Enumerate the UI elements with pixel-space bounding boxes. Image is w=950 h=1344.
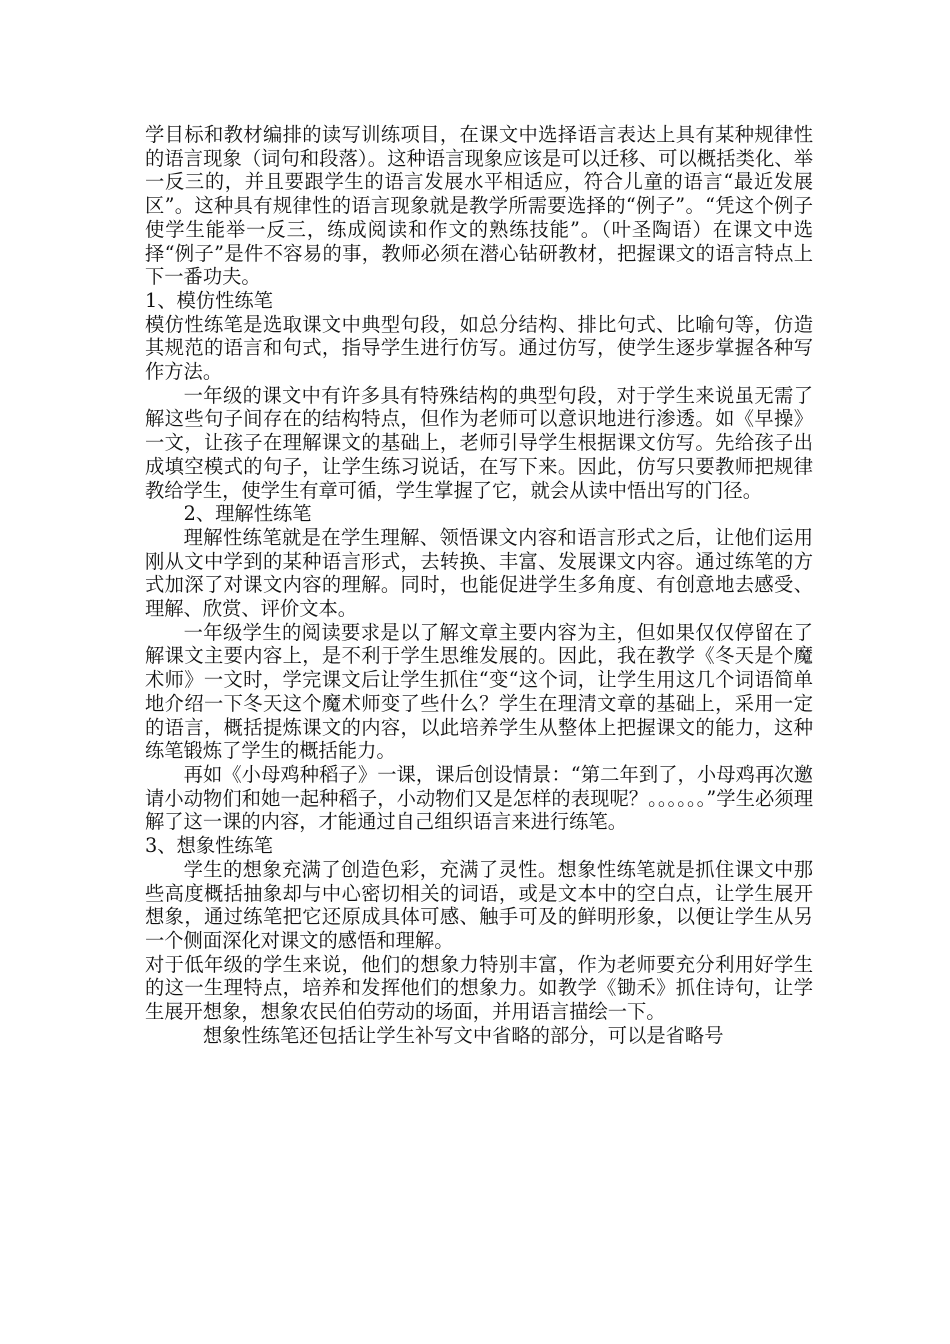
body-paragraph: 一年级的课文中有许多具有特殊结构的典型句段，对于学生来说虽无需了解这些句子间存在的结构特点，但作为老师可以意识地进行渗透。如《早操》一文，让孩子在理解课文的基础上，老师引导学生根据课文仿写。先给孩子出成填空模式的句子，让学生练习说话，在写下来。因此，仿写只要教师把规律教给学生，使学生有章可循，学生掌握了它，就会从读中悟出写的门径。 bbox=[145, 383, 813, 502]
section-heading-1: 1、模仿性练笔 bbox=[145, 288, 273, 312]
body-paragraph: 想象性练笔还包括让学生补写文中省略的部分，可以是省略号 bbox=[202, 1023, 724, 1047]
body-paragraph: 再如《小母鸡种稻子》一课，课后创设情景：“第二年到了，小母鸡再次邀请小动物们和她一起种稻子，小动物们又是怎样的表现呢？。。。。。。”学生必须理解了这一课的内容，才能通过自己组织语言来进行练笔。 bbox=[145, 762, 813, 834]
body-paragraph: 一年级学生的阅读要求是以了解文章主要内容为主，但如果仅仅停留在了解课文主要内容上，是不利于学生思维发展的。因此，我在教学《冬天是个魔术师》一文时，学完课文后让学生抓住“变“这个词，让学生用这几个词语简单地介绍一下冬天这个魔术师变了些什么？学生在理清文章的基础上，采用一定的语言，概括提炼课文的内容，以此培养学生从整体上把握课文的能力，这种练笔锻炼了学生的概括能力。 bbox=[145, 620, 813, 763]
section-heading-3: 3、想象性练笔 bbox=[145, 834, 273, 858]
body-paragraph: 学目标和教材编排的读写训练项目，在课文中选择语言表达上具有某种规律性的语言现象（词句和段落）。这种语言现象应该是可以迁移、可以概括类化、举一反三的，并且要跟学生的语言发展水平相适应，符合儿童的语言“最近发展区”。这种具有规律性的语言现象就是教学所需要选择的“例子”。“凭这个例子使学生能举一反三，练成阅读和作文的熟练技能”。（叶圣陶语）在课文中选择“例子”是件不容易的事，教师必须在潜心钻研教材，把握课文的语言特点上下一番功夫。 bbox=[145, 123, 813, 289]
body-paragraph: 模仿性练笔是选取课文中典型句段，如总分结构、排比句式、比喻句等，仿造其规范的语言和句式，指导学生进行仿写。通过仿写，使学生逐步掌握各种写作方法。 bbox=[145, 312, 813, 384]
body-paragraph: 学生的想象充满了创造色彩，充满了灵性。想象性练笔就是抓住课文中那些高度概括抽象却与中心密切相关的词语，或是文本中的空白点，让学生展开想象，通过练笔把它还原成具体可感、触手可及的鲜明形象，以便让学生从另一个侧面深化对课文的感悟和理解。 bbox=[145, 857, 813, 952]
section-heading-2: 2、理解性练笔 bbox=[183, 502, 312, 526]
body-paragraph: 对于低年级的学生来说，他们的想象力特别丰富，作为老师要充分利用好学生的这一生理特点，培养和发挥他们的想象力。如教学《锄禾》抓住诗句，让学生展开想象，想象农民伯伯劳动的场面，并用语言描绘一下。 bbox=[145, 952, 813, 1024]
document-page bbox=[145, 123, 813, 1047]
body-paragraph: 理解性练笔就是在学生理解、领悟课文内容和语言形式之后，让他们运用刚从文中学到的某种语言形式，去转换、丰富、发展课文内容。通过练笔的方式加深了对课文内容的理解。同时，也能促进学生多角度、有创意地去感受、理解、欣赏、评价文本。 bbox=[145, 525, 813, 621]
